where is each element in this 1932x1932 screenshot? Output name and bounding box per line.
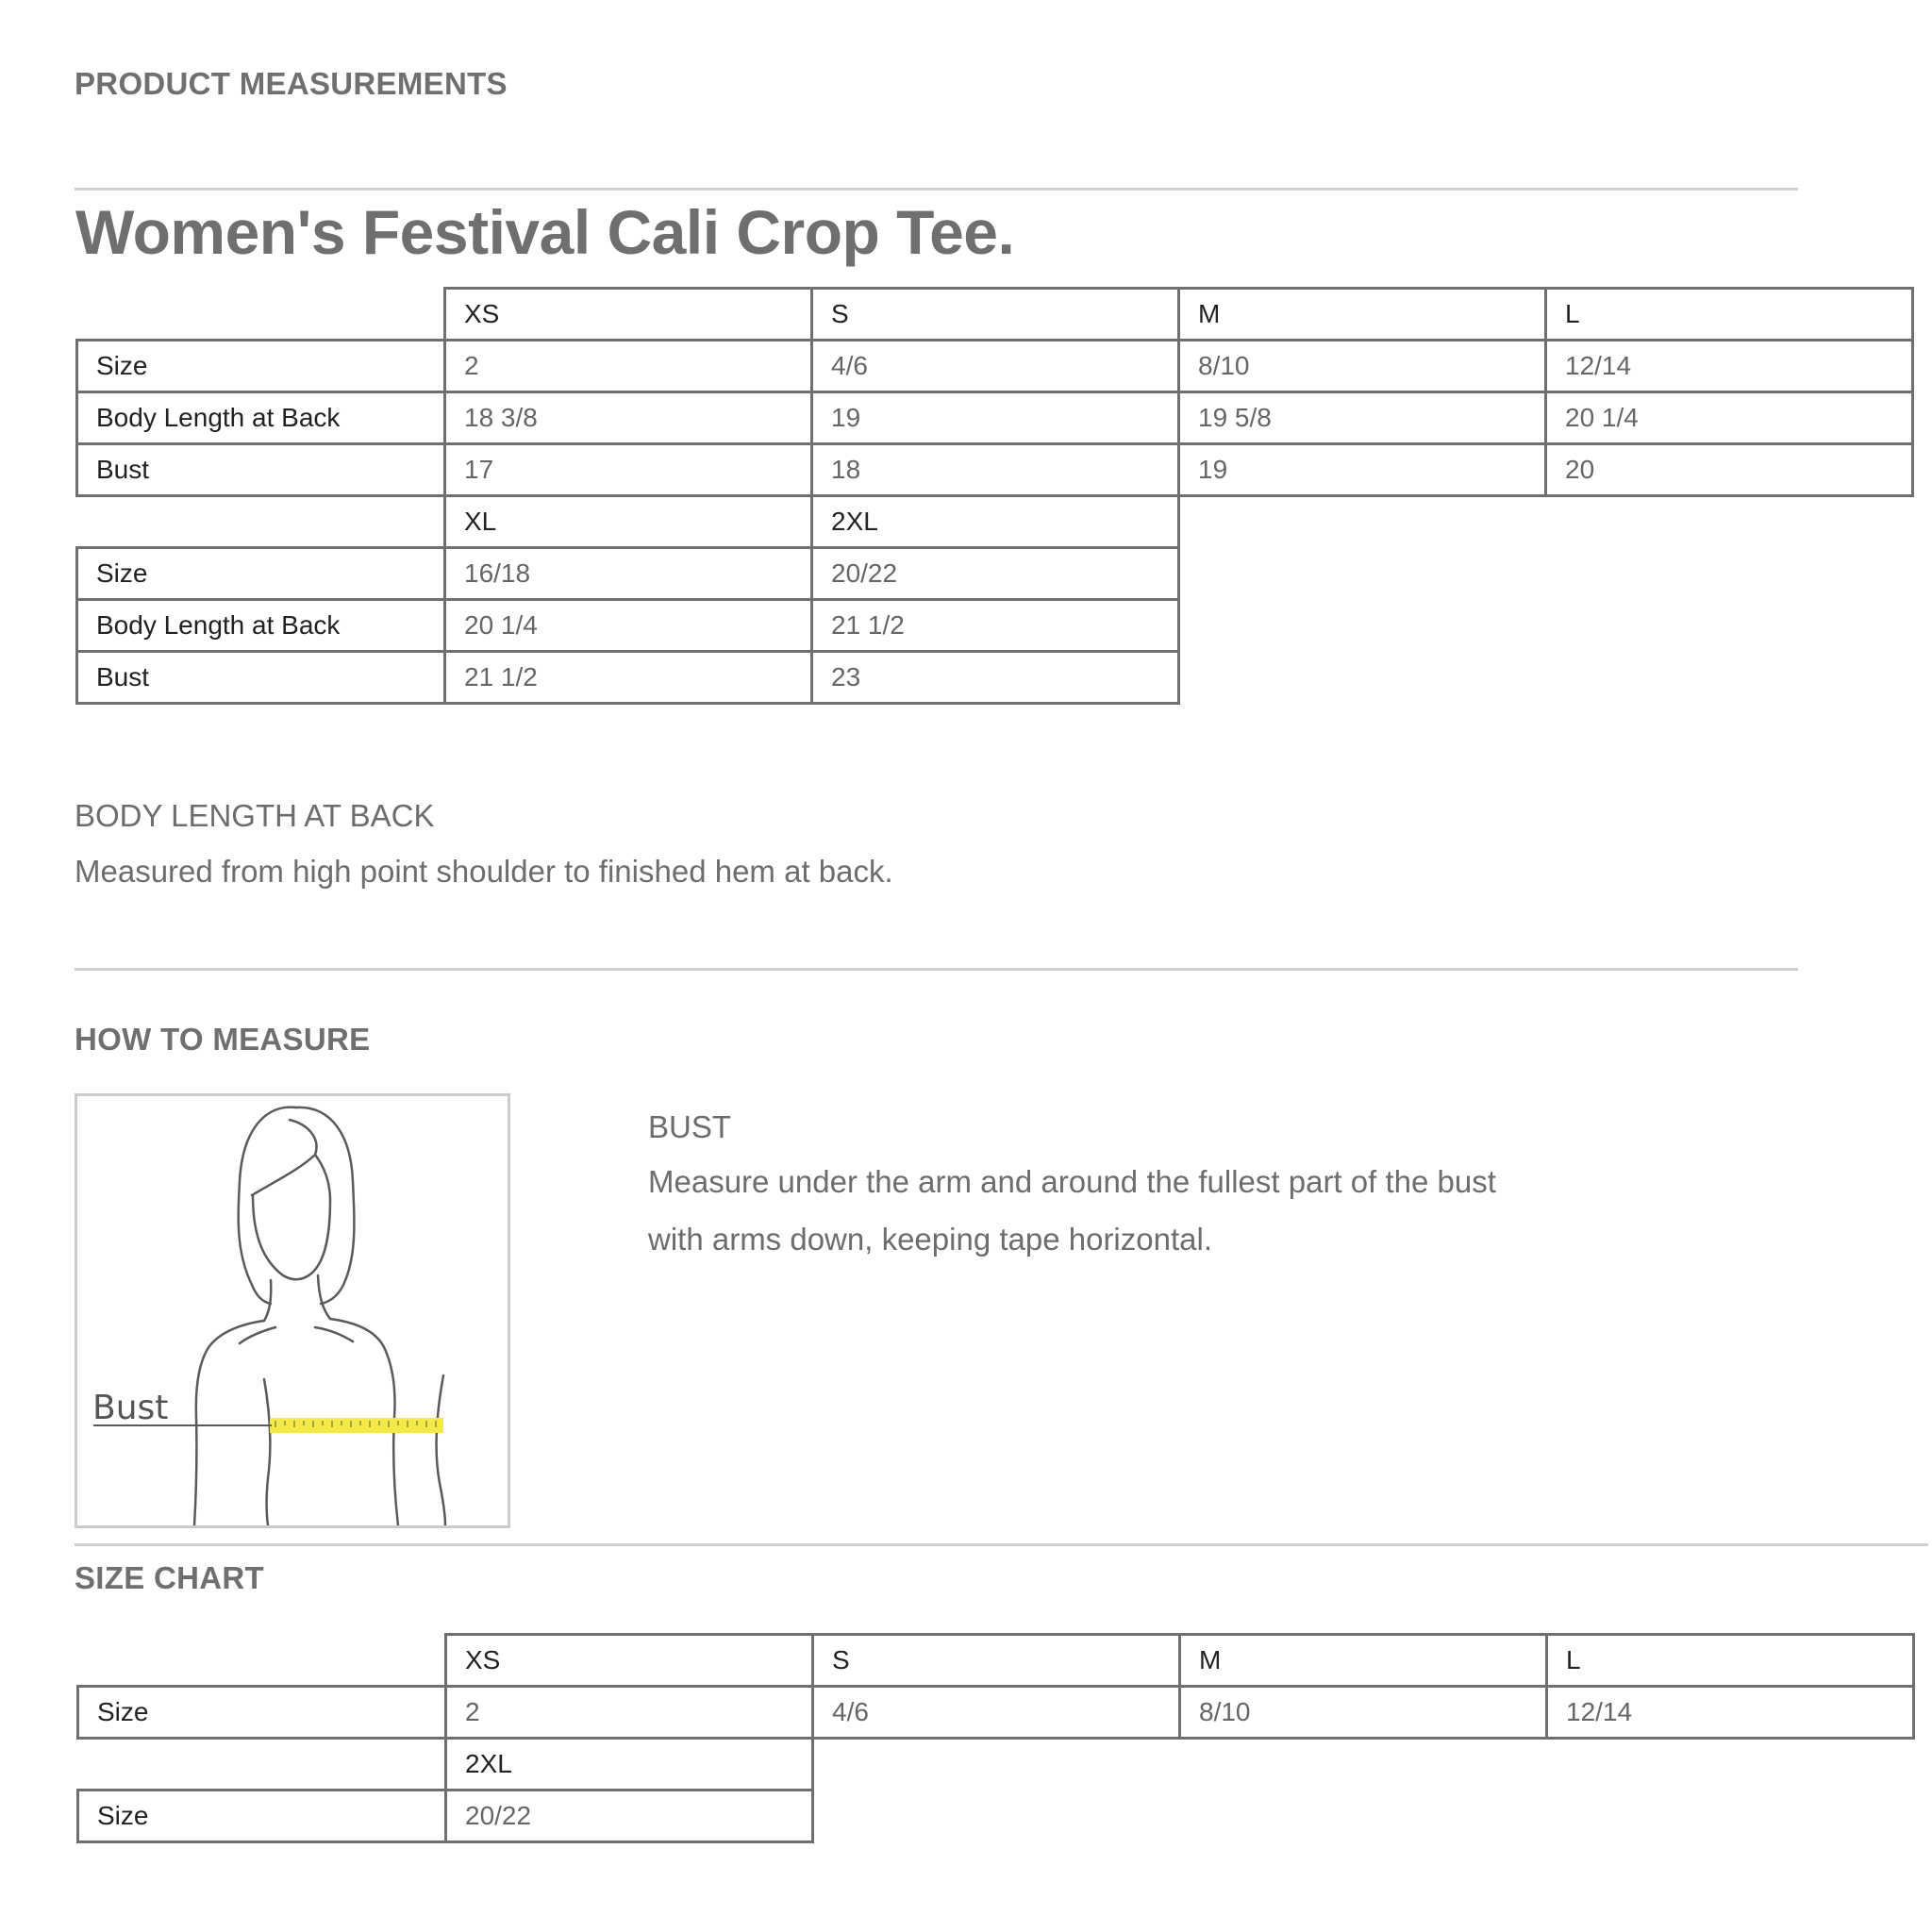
table-cell: 2 (443, 339, 813, 393)
section-heading-how-to-measure: HOW TO MEASURE (75, 1022, 371, 1057)
bust-figure (75, 1093, 510, 1528)
divider-size-chart (75, 1543, 1928, 1546)
column-header-l: L (1544, 287, 1914, 341)
table-cell: 12/14 (1545, 1685, 1915, 1740)
table-cell: 16/18 (443, 546, 813, 601)
table-cell: 8/10 (1178, 1685, 1548, 1740)
table-cell: 19 (810, 391, 1180, 445)
row-label-size: Size (76, 1685, 447, 1740)
bust-illustration (77, 1096, 508, 1525)
column-header-l: L (1545, 1633, 1915, 1688)
table-cell: 19 (1177, 442, 1547, 497)
table-cell: 21 1/2 (443, 650, 813, 705)
row-label-bust: Bust (75, 442, 446, 497)
divider-middle (75, 968, 1798, 971)
table-cell: 20 1/4 (443, 598, 813, 653)
table-cell: 8/10 (1177, 339, 1547, 393)
figure-bust-label: Bust (92, 1389, 169, 1427)
table-cell: 20/22 (810, 546, 1180, 601)
row-label-bust: Bust (75, 650, 446, 705)
column-header-xl: XL (443, 494, 813, 549)
table-cell: 17 (443, 442, 813, 497)
column-header-s: S (811, 1633, 1181, 1688)
table-cell: 20/22 (444, 1789, 814, 1843)
column-header-2xl: 2XL (444, 1737, 814, 1791)
body-length-heading: BODY LENGTH AT BACK (75, 798, 435, 833)
table-cell: 4/6 (810, 339, 1180, 393)
column-header-s: S (810, 287, 1180, 341)
table-cell: 18 3/8 (443, 391, 813, 445)
table-cell: 23 (810, 650, 1180, 705)
table-cell: 4/6 (811, 1685, 1181, 1740)
row-label-body-length: Body Length at Back (75, 598, 446, 653)
column-header-2xl: 2XL (810, 494, 1180, 549)
table-cell: 12/14 (1544, 339, 1914, 393)
row-label-size: Size (76, 1789, 447, 1843)
table-cell: 21 1/2 (810, 598, 1180, 653)
product-title: Women's Festival Cali Crop Tee. (75, 197, 1015, 267)
table-cell: 20 1/4 (1544, 391, 1914, 445)
column-header-m: M (1178, 1633, 1548, 1688)
body-length-description: Measured from high point shoulder to finished hem at back. (75, 854, 893, 889)
bust-description-line-2: with arms down, keeping tape horizontal. (648, 1222, 1212, 1257)
table-cell: 2 (444, 1685, 814, 1740)
bust-description-line-1: Measure under the arm and around the fullest part of the bust (648, 1164, 1496, 1199)
section-heading-size-chart: SIZE CHART (75, 1560, 264, 1595)
column-header-m: M (1177, 287, 1547, 341)
row-label-size: Size (75, 339, 446, 393)
bust-heading: BUST (648, 1109, 732, 1144)
row-label-body-length: Body Length at Back (75, 391, 446, 445)
column-header-xs: XS (444, 1633, 814, 1688)
section-heading-product-measurements: PRODUCT MEASUREMENTS (75, 66, 508, 101)
table-cell: 18 (810, 442, 1180, 497)
divider-top (75, 188, 1798, 191)
table-cell: 19 5/8 (1177, 391, 1547, 445)
row-label-size: Size (75, 546, 446, 601)
column-header-xs: XS (443, 287, 813, 341)
table-cell: 20 (1544, 442, 1914, 497)
